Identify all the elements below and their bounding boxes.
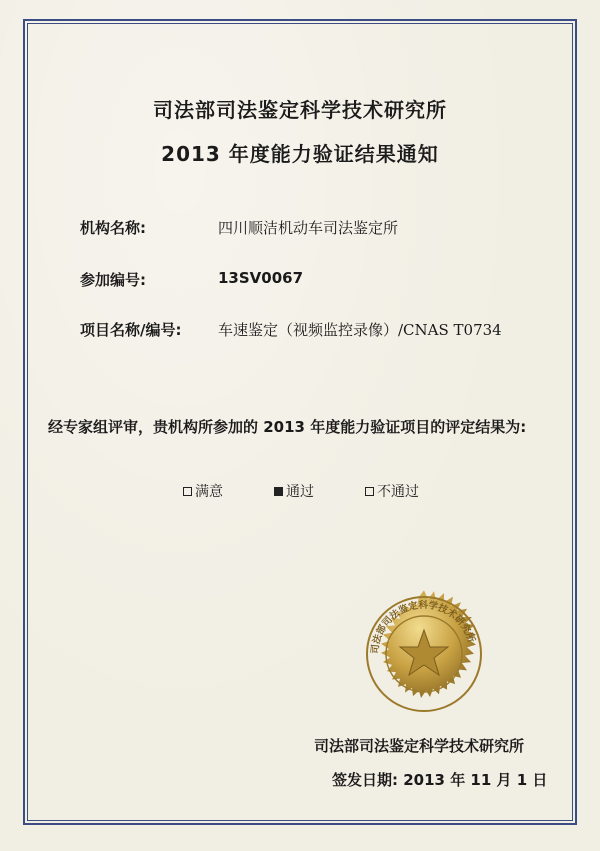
notice-title: 2013 年度能力验证结果通知 — [161, 142, 439, 166]
result-option-label: 通过 — [286, 484, 314, 500]
seal-ring-text: 司法部司法鉴定科学技术研究所 — [369, 599, 477, 655]
result-option-pass — [274, 481, 314, 501]
institution-value: 四川顺洁机动车司法鉴定所 — [218, 219, 399, 237]
evaluation-statement: 经专家组评审，贵机构所参加的 2013 年度能力验证项目的评定结果为: — [48, 418, 527, 436]
footer-organization: 司法部司法鉴定科学技术研究所 — [314, 737, 525, 755]
gold-seal-icon — [350, 580, 498, 728]
result-option-satisfactory — [183, 481, 223, 501]
participant-number-label: 参加编号: — [80, 271, 146, 289]
project-label: 项目名称/编号: — [80, 321, 182, 339]
issue-date: 签发日期: 2013 年 11 月 1 日 — [332, 771, 548, 789]
result-option-fail — [365, 481, 419, 501]
issuing-organization-title: 司法部司法鉴定科学技术研究所 — [153, 98, 447, 122]
checkbox-empty-icon — [365, 487, 374, 496]
checkbox-empty-icon — [183, 487, 192, 496]
participant-number-value: 13SV0067 — [218, 269, 304, 287]
result-option-label: 不通过 — [377, 484, 419, 500]
project-value: 车速鉴定（视频监控录像）/CNAS T0734 — [218, 321, 502, 339]
result-option-label: 满意 — [195, 484, 223, 500]
checkbox-checked-icon — [274, 487, 283, 496]
institution-label: 机构名称: — [80, 219, 146, 237]
